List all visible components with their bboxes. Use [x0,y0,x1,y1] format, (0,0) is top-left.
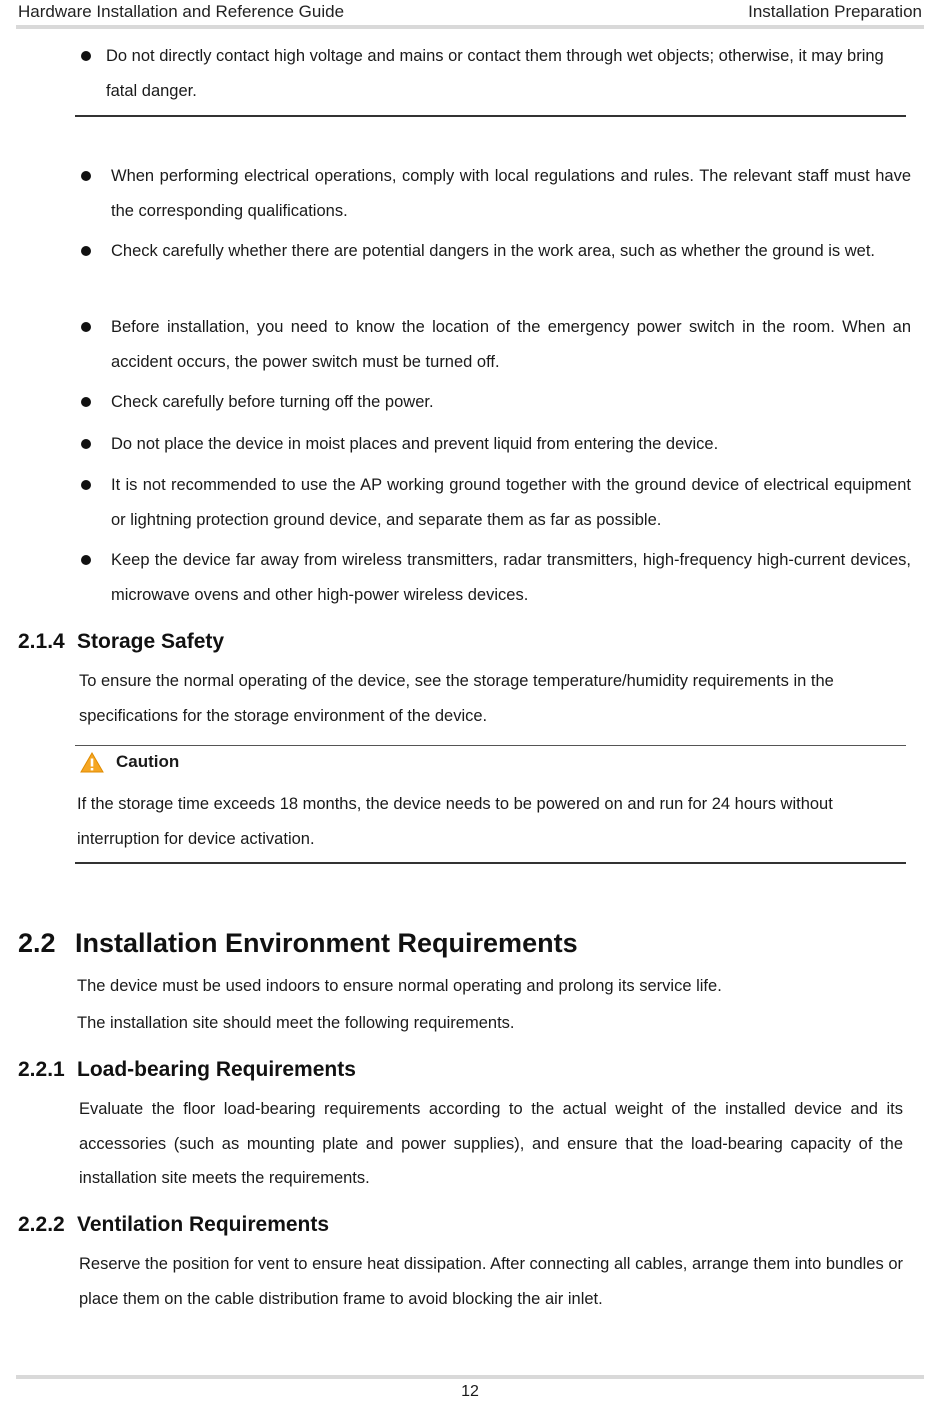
bullet-text: When performing electrical operations, comply with local regulations and rules. The relevant staff must have the corresponding qualifications. [111,167,911,220]
header-document-title: Hardware Installation and Reference Guide [18,2,345,21]
section-title: Ventilation Requirements [77,1213,330,1236]
bullet-text: Check carefully whether there are potential dangers in the work area, such as whether the ground is wet. [111,242,876,260]
section-title: Storage Safety [77,630,225,653]
bullet-text: Before installation, you need to know the location of the emergency power switch in the room. When an accident occurs, the power switch must be turned off. [111,318,911,371]
section-heading-environment [18,928,578,959]
bullet-dot [81,480,91,490]
warning-bottom-rule [75,115,906,117]
section-heading-storage [18,630,224,654]
ventilation-paragraph: Reserve the position for vent to ensure heat dissipation. After connecting all cables, arrange them into bundles or place them on the cable distribution frame to avoid blocking the air inlet. [79,1255,903,1308]
section-title: Load-bearing Requirements [77,1058,356,1081]
section-number: 2.1.4 [18,630,65,653]
section-number: 2.2.1 [18,1058,65,1081]
caution-label: Caution [116,752,180,771]
caution-bottom-rule [75,862,906,864]
section-title: Installation Environment Requirements [75,928,578,958]
bullet-dot [81,171,91,181]
bullet-dot [81,439,91,449]
bullet-dot [81,397,91,407]
bullet-text: It is not recommended to use the AP working ground together with the ground device of electrical equipment or lightning protection ground device, and separate them as far as possible. [111,476,911,529]
bullet-dot [81,51,91,61]
storage-paragraph: To ensure the normal operating of the device, see the storage temperature/humidity requirements in the specifications for the storage environment of the device. [79,672,834,725]
section-heading-load-bearing [18,1058,356,1082]
header-chapter-title: Installation Preparation [748,2,922,21]
bullet-dot [81,555,91,565]
bullet-text: Do not place the device in moist places and prevent liquid from entering the device. [111,435,719,453]
warning-bullet-text: Do not directly contact high voltage and mains or contact them through wet objects; otherwise, it may bring fatal danger. [106,47,884,100]
environment-paragraph-2: The installation site should meet the following requirements. [77,1014,515,1032]
section-number: 2.2.2 [18,1213,65,1236]
footer-divider [16,1375,924,1379]
page-number: 12 [461,1383,479,1400]
caution-text: If the storage time exceeds 18 months, the device needs to be powered on and run for 24 hours without interruption for device activation. [77,795,833,848]
bullet-text: Keep the device far away from wireless transmitters, radar transmitters, high-frequency high-current devices, microwave ovens and other high-power wireless devices. [111,551,911,604]
bullet-dot [81,246,91,256]
header-divider [16,25,924,29]
section-number: 2.2 [18,928,56,958]
page-header [18,0,922,24]
bullet-dot [81,322,91,332]
load-bearing-paragraph: Evaluate the floor load-bearing requirements according to the actual weight of the installed device and its accessories (such as mounting plate and power supplies), and ensure that the load-bearing capacity of the installation site meets the requirements. [79,1100,903,1187]
caution-top-rule [75,745,906,746]
section-heading-ventilation [18,1213,329,1237]
bullet-text: Check carefully before turning off the power. [111,393,434,411]
caution-icon [80,752,104,773]
environment-paragraph-1: The device must be used indoors to ensure normal operating and prolong its service life. [77,977,722,995]
